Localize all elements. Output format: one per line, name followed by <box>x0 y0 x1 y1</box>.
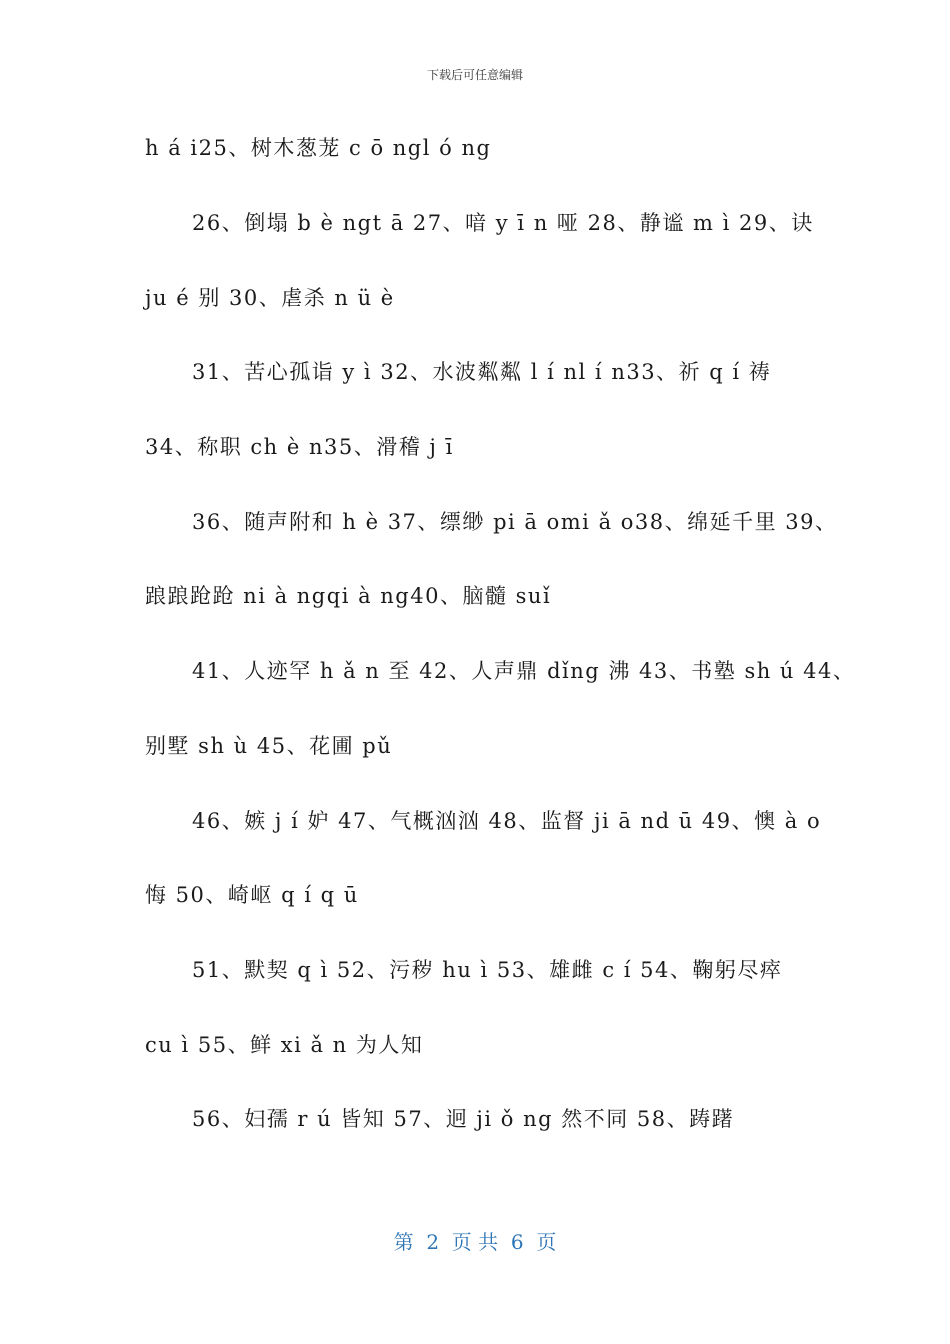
text-line: 56、妇孺 r ú 皆知 57、迥 ji ǒ ng 然不同 58、踌躇 <box>192 1107 735 1131</box>
text-line: 46、嫉 j í 妒 47、气概汹汹 48、监督 ji ā nd ū 49、懊 à o <box>192 809 822 833</box>
text-line: cu ì 55、鲜 xi ǎ n 为人知 <box>145 1033 424 1057</box>
page-footer: 第 2 页 共 6 页 <box>393 1230 557 1254</box>
text-line: 31、苦心孤诣 y ì 32、水波粼粼 l í nl í n33、祈 q í 祷 <box>192 360 772 384</box>
text-line: h á i25、树木葱茏 c ō ngl ó ng <box>145 136 492 160</box>
text-line: 悔 50、崎岖 q í q ū <box>145 883 359 907</box>
text-line: 别墅 sh ù 45、花圃 pǔ <box>145 734 393 758</box>
text-line: 41、人迹罕 h ǎ n 至 42、人声鼎 dǐng 沸 43、书塾 sh ú 44、 <box>192 659 856 683</box>
text-line: 51、默契 q ì 52、污秽 hu ì 53、雄雌 c í 54、鞠躬尽瘁 <box>192 958 783 982</box>
page-header: 下载后可任意编辑 <box>426 68 523 82</box>
text-line: 踉踉跄跄 ni à ngqi à ng40、脑髓 suǐ <box>145 584 552 608</box>
text-line: 36、随声附和 h è 37、缥缈 pi ā omi ǎ o38、绵延千里 39、 <box>192 510 838 534</box>
text-line: 34、称职 ch è n35、滑稽 j ī <box>145 435 454 459</box>
text-line: 26、倒塌 b è ngt ā 27、喑 y ī n 哑 28、静谧 m ì 29、诀 <box>192 211 814 235</box>
text-line: ju é 别 30、虐杀 n ü è <box>145 286 395 310</box>
